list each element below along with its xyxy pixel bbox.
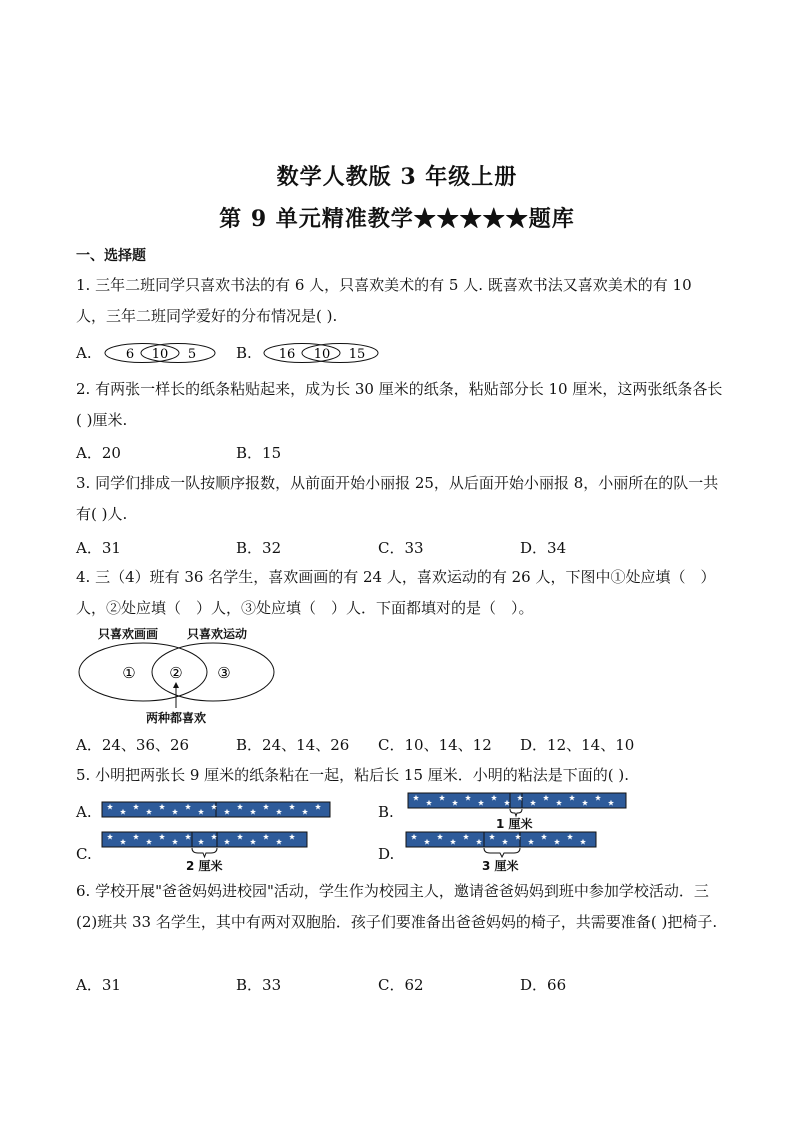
q5-option-d-label: D. xyxy=(378,845,395,863)
page-title: 数学人教版 3 年级上册 xyxy=(276,164,518,190)
q3-option-a: A．31 xyxy=(76,539,121,557)
q1-a-right-value: 5 xyxy=(187,347,197,362)
q5-c-overlap-note: 2 厘米 xyxy=(186,859,223,873)
q1-a-middle-value: 10 xyxy=(151,347,169,362)
question-3-text: 3. 同学们排成一队按顺序报数，从前面开始小丽报 25，从后面开始小丽报 8，小丽所在的队一共有( )人. xyxy=(76,474,719,523)
q1-a-left-value: 6 xyxy=(125,347,135,362)
question-1-text: 1. 三年二班同学只喜欢书法的有 6 人，只喜欢美术的有 5 人. 既喜欢书法又喜欢美术的有 10 人，三年二班同学爱好的分布情况是( ). xyxy=(76,276,692,325)
q1-b-left-value: 16 xyxy=(278,347,296,362)
q1-option-b-label: B. xyxy=(236,344,252,362)
q3-option-c: C．33 xyxy=(378,539,424,557)
q6-option-a: A．31 xyxy=(76,976,121,994)
q6-option-b: B．33 xyxy=(236,976,282,994)
q4-option-b: B．24、14、26 xyxy=(236,736,350,754)
q5-b-overlap-note: 1 厘米 xyxy=(496,817,533,831)
q1-option-a-venn xyxy=(100,341,220,365)
q4-option-c: C．10、14、12 xyxy=(378,736,492,754)
venn-region-2: ② xyxy=(169,664,183,682)
q1-b-right-value: 15 xyxy=(348,347,366,362)
q5-option-a-strips xyxy=(100,801,334,821)
q2-option-a: A．20 xyxy=(76,444,121,462)
q2-option-b: B．15 xyxy=(236,444,282,462)
q1-option-b-venn xyxy=(260,341,384,365)
venn-region-1: ① xyxy=(122,664,136,682)
venn-bottom-label: 两种都喜欢 xyxy=(146,711,207,725)
q5-option-c-label: C. xyxy=(76,845,92,863)
venn-region-3: ③ xyxy=(217,664,231,682)
section-heading: 一、选择题 xyxy=(76,248,146,264)
q3-option-d: D．34 xyxy=(520,539,567,557)
question-2-text: 2. 有两张一样长的纸条粘贴起来，成为长 30 厘米的纸条，粘贴部分长 10 厘米，这两张纸条各长( )厘米. xyxy=(76,380,723,429)
q4-option-a: A．24、36、26 xyxy=(76,736,190,754)
q5-option-c-strips xyxy=(100,830,310,860)
question-5-text: 5. 小明把两张长 9 厘米的纸条粘在一起，粘后长 15 厘米．小明的粘法是下面的( ). xyxy=(76,766,630,784)
q4-option-d: D．12、14、10 xyxy=(520,736,635,754)
q6-option-d: D．66 xyxy=(520,976,567,994)
venn-right-title: 只喜欢运动 xyxy=(187,627,248,641)
q3-option-b: B．32 xyxy=(236,539,282,557)
q5-d-overlap-note: 3 厘米 xyxy=(482,859,519,873)
q1-option-a-label: A. xyxy=(76,344,92,362)
question-6-text: 6. 学校开展"爸爸妈妈进校园"活动，学生作为校园主人，邀请爸爸妈妈到班中参加学校活动．三(2)班共 33 名学生，其中有两对双胞胎．孩子们要准备出爸爸妈妈的椅子，共需要准备( )把椅子. xyxy=(76,882,718,931)
q5-option-d-strips xyxy=(404,830,600,860)
page-subtitle: 第 9 单元精准教学★★★★★题库 xyxy=(219,206,575,232)
q6-option-c: C．62 xyxy=(378,976,424,994)
question-4-text: 4. 三（4）班有 36 名学生，喜欢画画的有 24 人，喜欢运动的有 26 人，下图中①处应填（ ）人，②处应填（ ）人，③处应填（ ）人．下面都填对的是（ ）。 xyxy=(76,568,716,617)
q1-b-middle-value: 10 xyxy=(313,347,331,362)
q5-option-a-label: A. xyxy=(76,803,92,821)
venn-left-title: 只喜欢画画 xyxy=(98,627,159,641)
q4-venn-diagram xyxy=(76,640,280,708)
q5-option-b-label: B. xyxy=(378,803,394,821)
